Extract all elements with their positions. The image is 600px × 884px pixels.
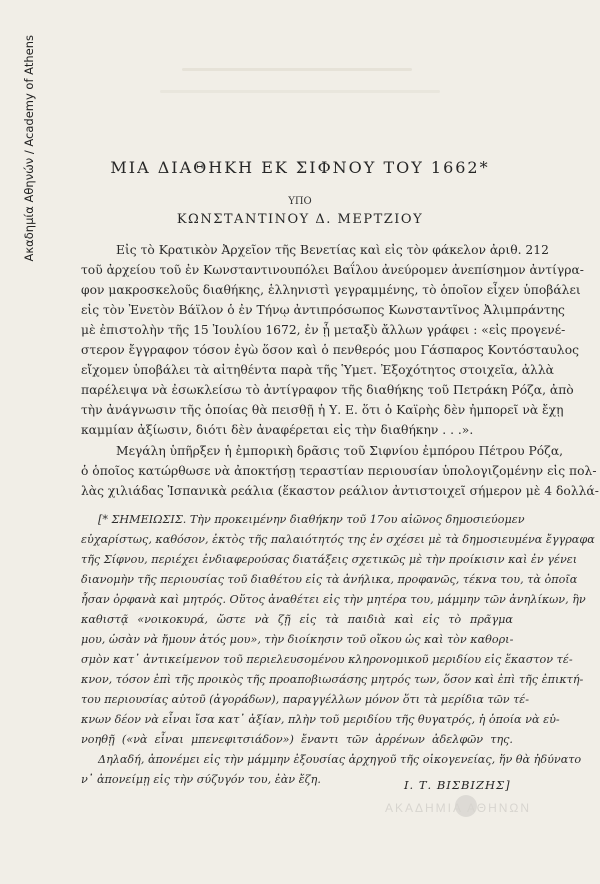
footnote-line: κνων δέον νὰ εἶναι ἴσα κατ᾽ ἀξίαν, πλὴν τοῦ μεριδίου τῆς θυγατρός, ἡ ὁποία νὰ εὐ- xyxy=(81,713,560,726)
footnote-line: ν᾽ ἀπονείμῃ εἰς τὴν σύζυγόν του, ἐὰν ἔζη. xyxy=(81,773,321,786)
footnote-line: του περιουσίας αὐτοῦ (ἀγοράδων), παραγγέλλων μόνον ὅτι τὰ μερίδια τῶν τέ- xyxy=(81,693,530,706)
footnote-line: σμὸν κατ᾽ ἀντικείμενον τοῦ περιελευσομένου κληρονομικοῦ μεριδίου εἰς ἕκαστον τέ- xyxy=(81,653,573,666)
footnote-line: ἦσαν ὀρφανὰ καὶ μητρός. Οὕτος ἀναθέτει εἰς τὴν μητέρα του, μάμμην τῶν ἀνηλίκων, ἣν xyxy=(81,593,586,606)
footnote-line: [* ΣΗΜΕΙΩΣΙΣ. Τὴν προκειμένην διαθήκην τοῦ 17ου αἰῶνος δημοσιεύομεν xyxy=(98,513,525,526)
archive-side-label: Ακαδημία Αθηνών / Academy of Athens xyxy=(22,35,36,262)
footnote-line: εὐχαρίστως, καθόσον, ἐκτὸς τῆς παλαιότητός της ἐν σχέσει μὲ τὰ δημοσιευμένα ἔγγραφα xyxy=(81,533,595,546)
bleed-through-line xyxy=(182,68,412,71)
article-author: ΚΩΝΣΤΑΝΤΙΝΟΥ Δ. ΜΕΡΤΖΙΟΥ xyxy=(176,212,424,227)
body-line: φον μακροσκελοῦς διαθήκης, ἑλληνιστὶ γεγραμμένης, τὸ ὁποῖον εἶχεν ὑποβάλει xyxy=(81,283,581,297)
body-line: Μεγάλη ὑπῆρξεν ἡ ἐμπορικὴ δρᾶσις τοῦ Σιφνίου ἐμπόρου Πέτρου Ρόζα, xyxy=(116,444,564,458)
footnote-line: κνον, τόσον ἐπὶ τῆς προικὸς τῆς προαποβιωσάσης μητρός των, ὅσον καὶ ἐπὶ τῆς ἐπικτή- xyxy=(81,673,584,686)
footnote-line: διανομὴν τῆς περιουσίας τοῦ διαθέτου εἰς τὰ ἀνήλικα, προφανῶς, τέκνα του, τὰ ὁποῖα xyxy=(81,573,578,586)
body-line: στερον ἔγγραφον τόσον ἐγὼ ὅσον καὶ ὁ πενθερός μου Γάσπαρος Κοντόσταυλος xyxy=(81,343,579,357)
body-line: λὰς χιλιάδας Ἱσπανικὰ ρεάλια (ἕκαστον ρεάλιον ἀντιστοιχεῖ σήμερον μὲ 4 δολλά- xyxy=(81,484,599,498)
footnote-signature: Ι. Τ. ΒΙΣΒΙΖΗΣ] xyxy=(404,778,511,792)
footnote-line: μου, ὡσὰν νὰ ἤμουν ἀτός μου», τὴν διοίκησιν τοῦ οἴκου ὡς καὶ τὸν καθορι- xyxy=(81,633,514,646)
body-line: εἴχομεν ὑποβάλει τὰ αἰτηθέντα παρὰ τῆς Ὑμετ. Ἐξοχότητος στοιχεῖα, ἀλλὰ xyxy=(81,363,554,377)
watermark-text: ΑΚΑΔΗΜΙΑ ΑΘΗΝΩΝ xyxy=(384,801,532,815)
footnote-line: καθιστᾷ «νοικοκυρά, ὥστε νὰ ζῇ εἰς τὰ παιδιὰ καὶ εἰς τὸ πρᾶγμα xyxy=(81,613,513,626)
body-line: τὴν ἀνάγνωσιν τῆς ὁποίας θὰ πεισθῇ ἡ Υ. Ε. ὅτι ὁ Καϊρὴς δὲν ἠμπορεῖ νὰ ἔχῃ xyxy=(81,403,564,417)
article-title: ΜΙΑ ΔΙΑΘΗΚΗ ΕΚ ΣΙΦΝΟΥ ΤΟΥ 1662* xyxy=(110,158,490,177)
footnote-line: νοηθῇ («νὰ εἶναι μπενεφιτσιάδον») ἔναντι τῶν ἀρρένων ἀδελφῶν της. xyxy=(81,733,513,746)
body-line: εἰς τὸν Ἐνετὸν Βάϊλον ὁ ἐν Τήνῳ ἀντιπρόσωπος Κωνσταντῖνος Ἀλιμπράντης xyxy=(81,303,565,317)
bleed-through-line xyxy=(160,90,440,93)
footnote-line: Δηλαδή, ἀπονέμει εἰς τὴν μάμμην ἐξουσίας ἀρχηγοῦ τῆς οἰκογενείας, ἥν θὰ ἠδύνατο xyxy=(98,753,582,766)
body-line: μὲ ἐπιστολὴν τῆς 15 Ἰουλίου 1672, ἐν ᾗ μεταξὺ ἄλλων γράφει : «εἰς προγενέ- xyxy=(81,323,566,337)
article-byline: ΥΠΟ xyxy=(288,196,312,207)
body-line: ὁ ὁποῖος κατώρθωσε νὰ ἀποκτήσῃ τεραστίαν περιουσίαν ὑπολογιζομένην εἰς πολ- xyxy=(81,464,597,478)
body-line: καμμίαν ἀξίωσιν, διότι δὲν ἀναφέρεται εἰς τὴν διαθήκην . . .». xyxy=(81,423,474,437)
body-line: τοῦ ἀρχείου τοῦ ἐν Κωνσταντινουπόλει Βαΐλου ἀνεύρομεν ἀνεπίσημον ἀντίγρα- xyxy=(81,263,584,277)
body-line: παρέλειψα νὰ ἐσωκλείσω τὸ ἀντίγραφον τῆς διαθήκης τοῦ Πετράκη Ρόζα, ἀπὸ xyxy=(81,383,574,397)
academy-watermark xyxy=(358,792,558,820)
body-line: Εἰς τὸ Κρατικὸν Ἀρχεῖον τῆς Βενετίας καὶ εἰς τὸν φάκελον ἀριθ. 212 xyxy=(116,243,549,257)
footnote-line: τῆς Σίφνου, περιέχει ἐνδιαφερούσας διατάξεις σχετικῶς μὲ τὴν προίκισιν καὶ ἐν γένει xyxy=(81,553,578,566)
